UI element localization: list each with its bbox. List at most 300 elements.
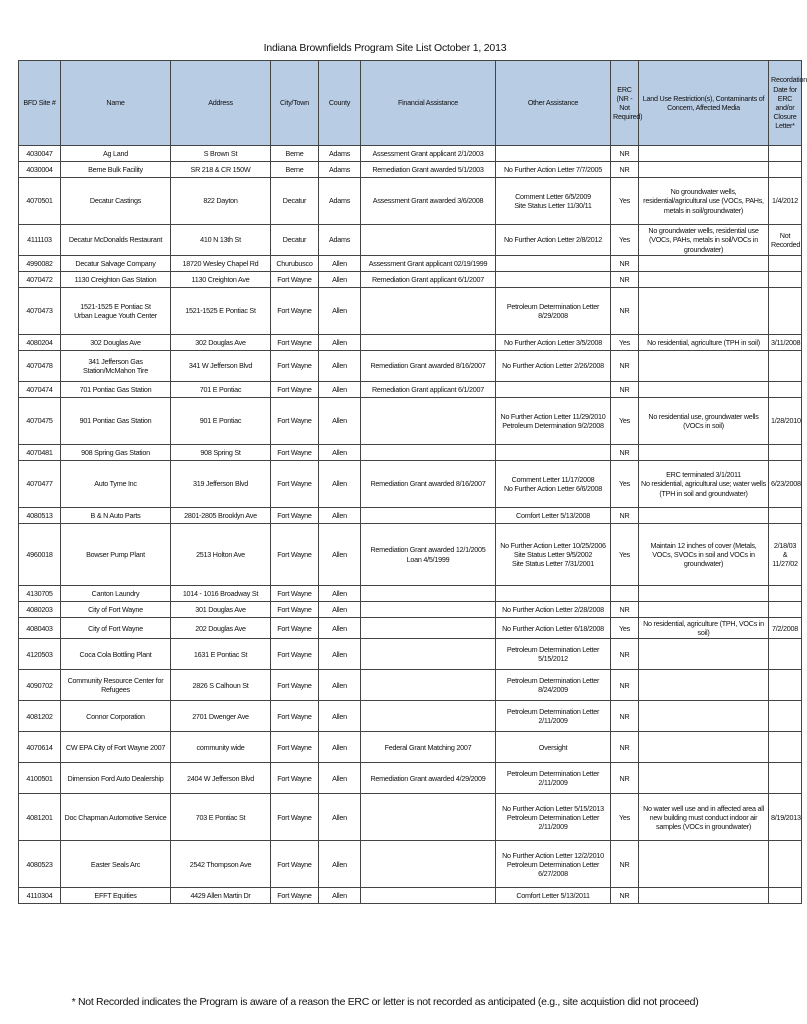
cell-date <box>769 639 802 670</box>
cell-date: 1/28/2010 <box>769 398 802 445</box>
cell-name: Decatur Castings <box>61 178 171 225</box>
cell-other: Petroleum Determination Letter 2/11/2009 <box>496 701 611 732</box>
cell-restrictions <box>639 351 769 382</box>
cell-restrictions <box>639 670 769 701</box>
cell-restrictions: ERC terminated 3/1/2011 No residential, agricultural use; water wells (TPH in soil and groundwater) <box>639 461 769 508</box>
cell-other: Petroleum Determination Letter 2/11/2009 <box>496 763 611 794</box>
cell-city: Fort Wayne <box>271 445 319 461</box>
cell-county: Allen <box>319 763 361 794</box>
table-row <box>19 586 802 602</box>
cell-erc: NR <box>611 841 639 888</box>
cell-name: City of Fort Wayne <box>61 602 171 618</box>
cell-address: 302 Douglas Ave <box>171 335 271 351</box>
cell-address: 1521-1525 E Pontiac St <box>171 288 271 335</box>
cell-id: 4100501 <box>19 763 61 794</box>
cell-restrictions <box>639 602 769 618</box>
cell-name: Bowser Pump Plant <box>61 524 171 586</box>
cell-county: Allen <box>319 398 361 445</box>
cell-address: 701 E Pontiac <box>171 382 271 398</box>
cell-address: SR 218 & CR 150W <box>171 162 271 178</box>
cell-date <box>769 602 802 618</box>
cell-other <box>496 256 611 272</box>
cell-date <box>769 732 802 763</box>
cell-id: 4070474 <box>19 382 61 398</box>
table-row <box>19 794 802 841</box>
table-row <box>19 618 802 639</box>
cell-id: 4070473 <box>19 288 61 335</box>
cell-erc: NR <box>611 732 639 763</box>
cell-erc: NR <box>611 351 639 382</box>
cell-erc: NR <box>611 288 639 335</box>
cell-id: 4070501 <box>19 178 61 225</box>
cell-financial <box>361 602 496 618</box>
cell-id: 4070475 <box>19 398 61 445</box>
column-header: County <box>319 61 361 146</box>
cell-financial: Remediation Grant applicant 6/1/2007 <box>361 382 496 398</box>
column-header: Recordation Date for ERC and/or Closure Letter* <box>769 61 802 146</box>
table-row <box>19 335 802 351</box>
cell-address: 18720 Wesley Chapel Rd <box>171 256 271 272</box>
cell-restrictions <box>639 445 769 461</box>
cell-name: EFFT Equities <box>61 888 171 904</box>
table-row <box>19 841 802 888</box>
cell-erc: NR <box>611 508 639 524</box>
cell-county: Allen <box>319 586 361 602</box>
cell-erc: NR <box>611 701 639 732</box>
cell-county: Allen <box>319 888 361 904</box>
cell-id: 4120503 <box>19 639 61 670</box>
cell-county: Allen <box>319 618 361 639</box>
cell-financial: Remediation Grant awarded 4/29/2009 <box>361 763 496 794</box>
cell-name: Connor Corporation <box>61 701 171 732</box>
cell-other: No Further Action Letter 6/18/2008 <box>496 618 611 639</box>
cell-other: Petroleum Determination Letter 8/29/2008 <box>496 288 611 335</box>
cell-county: Allen <box>319 841 361 888</box>
cell-erc: NR <box>611 382 639 398</box>
cell-address: 301 Douglas Ave <box>171 602 271 618</box>
cell-name: 701 Pontiac Gas Station <box>61 382 171 398</box>
cell-date <box>769 763 802 794</box>
cell-other <box>496 146 611 162</box>
cell-date: 8/19/2013 <box>769 794 802 841</box>
cell-other: Petroleum Determination Letter 8/24/2009 <box>496 670 611 701</box>
cell-other: No Further Action Letter 11/29/2010 Petroleum Determination 9/2/2008 <box>496 398 611 445</box>
cell-date <box>769 586 802 602</box>
cell-id: 4090702 <box>19 670 61 701</box>
cell-date <box>769 382 802 398</box>
cell-date: 7/2/2008 <box>769 618 802 639</box>
cell-restrictions <box>639 382 769 398</box>
table-header-row <box>19 61 802 146</box>
table-row <box>19 508 802 524</box>
cell-id: 4030047 <box>19 146 61 162</box>
cell-other <box>496 445 611 461</box>
column-header: Financial Assistance <box>361 61 496 146</box>
cell-id: 4960018 <box>19 524 61 586</box>
cell-other: Comfort Letter 5/13/2011 <box>496 888 611 904</box>
cell-other: Petroleum Determination Letter 5/15/2012 <box>496 639 611 670</box>
cell-address: 2513 Holton Ave <box>171 524 271 586</box>
cell-other: No Further Action Letter 10/25/2006 Site Status Letter 9/5/2002 Site Status Letter 7/31/2001 <box>496 524 611 586</box>
footnote: * Not Recorded indicates the Program is aware of a reason the ERC or letter is not recorded as anticipated (e.g., site acquistion did not proceed) <box>71 996 699 1008</box>
table-row <box>19 602 802 618</box>
cell-restrictions <box>639 162 769 178</box>
cell-financial <box>361 445 496 461</box>
cell-erc: NR <box>611 888 639 904</box>
cell-financial: Remediation Grant awarded 8/16/2007 <box>361 351 496 382</box>
cell-county: Allen <box>319 639 361 670</box>
table-row <box>19 732 802 763</box>
cell-erc: NR <box>611 670 639 701</box>
cell-financial <box>361 288 496 335</box>
cell-financial: Remediation Grant awarded 8/16/2007 <box>361 461 496 508</box>
cell-address: 341 W Jefferson Blvd <box>171 351 271 382</box>
cell-address: 202 Douglas Ave <box>171 618 271 639</box>
cell-erc: Yes <box>611 178 639 225</box>
cell-erc: NR <box>611 256 639 272</box>
cell-other: Oversight <box>496 732 611 763</box>
cell-id: 4990082 <box>19 256 61 272</box>
cell-other: Comment Letter 6/5/2009 Site Status Letter 11/30/11 <box>496 178 611 225</box>
cell-county: Allen <box>319 461 361 508</box>
cell-id: 4111103 <box>19 225 61 256</box>
cell-erc: Yes <box>611 461 639 508</box>
cell-financial <box>361 888 496 904</box>
cell-city: Fort Wayne <box>271 732 319 763</box>
cell-other: No Further Action Letter 2/8/2012 <box>496 225 611 256</box>
table-body <box>19 146 802 904</box>
cell-date <box>769 288 802 335</box>
cell-address: 901 E Pontiac <box>171 398 271 445</box>
cell-restrictions: No groundwater wells, residential/agricultural use (VOCs, PAHs, metals in soil/groundwater) <box>639 178 769 225</box>
cell-id: 4070478 <box>19 351 61 382</box>
cell-county: Allen <box>319 701 361 732</box>
cell-county: Allen <box>319 670 361 701</box>
cell-city: Fort Wayne <box>271 639 319 670</box>
cell-id: 4080513 <box>19 508 61 524</box>
cell-id: 4080403 <box>19 618 61 639</box>
cell-date: 3/11/2008 <box>769 335 802 351</box>
column-header: BFD Site # <box>19 61 61 146</box>
cell-erc: Yes <box>611 398 639 445</box>
column-header: City/Town <box>271 61 319 146</box>
cell-city: Berne <box>271 162 319 178</box>
cell-financial: Remediation Grant applicant 6/1/2007 <box>361 272 496 288</box>
cell-restrictions <box>639 146 769 162</box>
table-row <box>19 162 802 178</box>
cell-name: Dimension Ford Auto Dealership <box>61 763 171 794</box>
cell-county: Allen <box>319 351 361 382</box>
cell-county: Allen <box>319 445 361 461</box>
cell-county: Allen <box>319 732 361 763</box>
cell-name: 341 Jefferson Gas Station/McMahon Tire <box>61 351 171 382</box>
cell-name: City of Fort Wayne <box>61 618 171 639</box>
cell-address: 908 Spring St <box>171 445 271 461</box>
cell-id: 4130705 <box>19 586 61 602</box>
cell-id: 4080523 <box>19 841 61 888</box>
cell-financial: Assessment Grant applicant 02/19/1999 <box>361 256 496 272</box>
cell-financial <box>361 508 496 524</box>
cell-county: Allen <box>319 335 361 351</box>
cell-city: Fort Wayne <box>271 351 319 382</box>
cell-county: Allen <box>319 794 361 841</box>
table-row <box>19 398 802 445</box>
cell-other: No Further Action Letter 12/2/2010 Petroleum Determination Letter 6/27/2008 <box>496 841 611 888</box>
cell-other: No Further Action Letter 5/15/2013 Petroleum Determination Letter 2/11/2009 <box>496 794 611 841</box>
cell-restrictions <box>639 841 769 888</box>
cell-other: No Further Action Letter 2/26/2008 <box>496 351 611 382</box>
cell-city: Fort Wayne <box>271 701 319 732</box>
cell-restrictions <box>639 888 769 904</box>
table-row <box>19 445 802 461</box>
cell-name: B & N Auto Parts <box>61 508 171 524</box>
cell-city: Fort Wayne <box>271 586 319 602</box>
cell-date <box>769 701 802 732</box>
cell-financial <box>361 670 496 701</box>
cell-restrictions: No residential, agriculture (TPH, VOCs in soil) <box>639 618 769 639</box>
cell-name: 302 Douglas Ave <box>61 335 171 351</box>
column-header: Name <box>61 61 171 146</box>
cell-other <box>496 382 611 398</box>
cell-erc: Yes <box>611 524 639 586</box>
cell-financial <box>361 841 496 888</box>
cell-date <box>769 256 802 272</box>
column-header: Other Assistance <box>496 61 611 146</box>
cell-id: 4080204 <box>19 335 61 351</box>
cell-financial: Remediation Grant awarded 12/1/2005 Loan 4/5/1999 <box>361 524 496 586</box>
cell-name: Coca Cola Bottling Plant <box>61 639 171 670</box>
cell-erc: Yes <box>611 794 639 841</box>
cell-restrictions: No residential use, groundwater wells (VOCs in soil) <box>639 398 769 445</box>
cell-address: 4429 Allen Martin Dr <box>171 888 271 904</box>
cell-erc: NR <box>611 763 639 794</box>
cell-county: Adams <box>319 225 361 256</box>
cell-restrictions <box>639 732 769 763</box>
column-header: Address <box>171 61 271 146</box>
cell-erc: Yes <box>611 618 639 639</box>
cell-date <box>769 351 802 382</box>
cell-date <box>769 445 802 461</box>
cell-financial: Remediation Grant awarded 5/1/2003 <box>361 162 496 178</box>
cell-county: Allen <box>319 272 361 288</box>
table-row <box>19 701 802 732</box>
cell-restrictions <box>639 701 769 732</box>
cell-name: Canton Laundry <box>61 586 171 602</box>
cell-address: 2404 W Jefferson Blvd <box>171 763 271 794</box>
table-row <box>19 178 802 225</box>
cell-city: Fort Wayne <box>271 763 319 794</box>
cell-id: 4080203 <box>19 602 61 618</box>
cell-erc: NR <box>611 602 639 618</box>
cell-city: Berne <box>271 146 319 162</box>
cell-erc: NR <box>611 162 639 178</box>
cell-id: 4081201 <box>19 794 61 841</box>
table-row <box>19 461 802 508</box>
cell-restrictions <box>639 586 769 602</box>
cell-restrictions <box>639 288 769 335</box>
cell-name: Berne Bulk Facility <box>61 162 171 178</box>
cell-restrictions <box>639 639 769 670</box>
cell-city: Fort Wayne <box>271 272 319 288</box>
cell-restrictions: No water well use and in affected area all new building must conduct indoor air samples (VOCs in groundwater) <box>639 794 769 841</box>
cell-city: Fort Wayne <box>271 794 319 841</box>
cell-address: S Brown St <box>171 146 271 162</box>
table-row <box>19 639 802 670</box>
cell-county: Adams <box>319 178 361 225</box>
cell-financial <box>361 398 496 445</box>
cell-address: community wide <box>171 732 271 763</box>
cell-name: Auto Tyme Inc <box>61 461 171 508</box>
table-row <box>19 382 802 398</box>
table-row <box>19 351 802 382</box>
cell-restrictions <box>639 763 769 794</box>
table-row <box>19 146 802 162</box>
cell-id: 4030004 <box>19 162 61 178</box>
cell-financial <box>361 701 496 732</box>
site-list-table <box>18 60 807 904</box>
cell-financial <box>361 335 496 351</box>
cell-date <box>769 162 802 178</box>
cell-name: 901 Pontiac Gas Station <box>61 398 171 445</box>
cell-county: Allen <box>319 382 361 398</box>
table-row <box>19 888 802 904</box>
cell-city: Fort Wayne <box>271 602 319 618</box>
cell-other: No Further Action Letter 2/28/2008 <box>496 602 611 618</box>
cell-name: Decatur McDonalds Restaurant <box>61 225 171 256</box>
cell-address: 410 N 13th St <box>171 225 271 256</box>
page-title: Indiana Brownfields Program Site List October 1, 2013 <box>263 42 507 54</box>
cell-id: 4070481 <box>19 445 61 461</box>
cell-erc: NR <box>611 445 639 461</box>
cell-city: Fort Wayne <box>271 382 319 398</box>
cell-city: Fort Wayne <box>271 335 319 351</box>
table-row <box>19 524 802 586</box>
cell-financial: Federal Grant Matching 2007 <box>361 732 496 763</box>
cell-county: Adams <box>319 146 361 162</box>
cell-date: 2/18/03 & 11/27/02 <box>769 524 802 586</box>
cell-financial <box>361 639 496 670</box>
cell-financial <box>361 225 496 256</box>
cell-name: Easter Seals Arc <box>61 841 171 888</box>
cell-id: 4070472 <box>19 272 61 288</box>
cell-address: 1631 E Pontiac St <box>171 639 271 670</box>
cell-date <box>769 670 802 701</box>
cell-restrictions <box>639 508 769 524</box>
cell-date <box>769 888 802 904</box>
cell-restrictions: No groundwater wells, residential use (VOCs, PAHs, metals in soil/VOCs in groundwater) <box>639 225 769 256</box>
cell-address: 1130 Creighton Ave <box>171 272 271 288</box>
table-row <box>19 763 802 794</box>
cell-other <box>496 586 611 602</box>
cell-address: 2542 Thompson Ave <box>171 841 271 888</box>
cell-date: Not Recorded <box>769 225 802 256</box>
cell-restrictions: Maintain 12 inches of cover (Metals, VOCs, SVOCs in soil and VOCs in groundwater) <box>639 524 769 586</box>
cell-name: Community Resource Center for Refugees <box>61 670 171 701</box>
cell-other: Comfort Letter 5/13/2008 <box>496 508 611 524</box>
cell-restrictions <box>639 256 769 272</box>
cell-city: Churubusco <box>271 256 319 272</box>
column-header: Land Use Restriction(s), Contaminants of Concern, Affected Media <box>639 61 769 146</box>
cell-erc: Yes <box>611 335 639 351</box>
cell-address: 2801-2805 Brooklyn Ave <box>171 508 271 524</box>
cell-city: Fort Wayne <box>271 288 319 335</box>
cell-name: CW EPA City of Fort Wayne 2007 <box>61 732 171 763</box>
cell-address: 822 Dayton <box>171 178 271 225</box>
table-row <box>19 288 802 335</box>
cell-name: Doc Chapman Automotive Service <box>61 794 171 841</box>
cell-financial: Assessment Grant applicant 2/1/2003 <box>361 146 496 162</box>
cell-address: 1014 - 1016 Broadway St <box>171 586 271 602</box>
cell-erc: NR <box>611 272 639 288</box>
cell-other: No Further Action Letter 7/7/2005 <box>496 162 611 178</box>
cell-name: 1130 Creighton Gas Station <box>61 272 171 288</box>
cell-id: 4070477 <box>19 461 61 508</box>
cell-financial <box>361 618 496 639</box>
cell-restrictions <box>639 272 769 288</box>
cell-county: Allen <box>319 288 361 335</box>
cell-name: Decatur Salvage Company <box>61 256 171 272</box>
cell-county: Allen <box>319 524 361 586</box>
cell-erc: NR <box>611 639 639 670</box>
cell-erc: NR <box>611 146 639 162</box>
cell-other <box>496 272 611 288</box>
cell-date <box>769 508 802 524</box>
cell-city: Fort Wayne <box>271 841 319 888</box>
cell-date <box>769 146 802 162</box>
table-row <box>19 670 802 701</box>
cell-county: Allen <box>319 508 361 524</box>
cell-date: 6/23/2008 <box>769 461 802 508</box>
cell-financial <box>361 794 496 841</box>
cell-other: Comment Letter 11/17/2008 No Further Action Letter 6/6/2008 <box>496 461 611 508</box>
cell-name: 908 Spring Gas Station <box>61 445 171 461</box>
column-header: ERC (NR - Not Required) <box>611 61 639 146</box>
table-row <box>19 256 802 272</box>
cell-city: Fort Wayne <box>271 670 319 701</box>
cell-county: Allen <box>319 256 361 272</box>
cell-address: 319 Jefferson Blvd <box>171 461 271 508</box>
cell-date <box>769 841 802 888</box>
cell-county: Adams <box>319 162 361 178</box>
cell-other: No Further Action Letter 3/5/2008 <box>496 335 611 351</box>
cell-id: 4110304 <box>19 888 61 904</box>
cell-city: Fort Wayne <box>271 524 319 586</box>
cell-city: Fort Wayne <box>271 461 319 508</box>
cell-id: 4081202 <box>19 701 61 732</box>
cell-erc <box>611 586 639 602</box>
cell-county: Allen <box>319 602 361 618</box>
cell-address: 2826 S Calhoun St <box>171 670 271 701</box>
cell-city: Decatur <box>271 178 319 225</box>
table-row <box>19 225 802 256</box>
cell-financial: Assessment Grant awarded 3/6/2008 <box>361 178 496 225</box>
cell-city: Fort Wayne <box>271 618 319 639</box>
cell-city: Fort Wayne <box>271 508 319 524</box>
table-row <box>19 272 802 288</box>
cell-date: 1/4/2012 <box>769 178 802 225</box>
cell-erc: Yes <box>611 225 639 256</box>
cell-name: 1521-1525 E Pontiac St Urban League Youth Center <box>61 288 171 335</box>
cell-id: 4070614 <box>19 732 61 763</box>
cell-address: 703 E Pontiac St <box>171 794 271 841</box>
cell-city: Decatur <box>271 225 319 256</box>
cell-restrictions: No residential, agriculture (TPH in soil) <box>639 335 769 351</box>
cell-financial <box>361 586 496 602</box>
cell-city: Fort Wayne <box>271 398 319 445</box>
cell-date <box>769 272 802 288</box>
cell-address: 2701 Dwenger Ave <box>171 701 271 732</box>
cell-name: Ag Land <box>61 146 171 162</box>
